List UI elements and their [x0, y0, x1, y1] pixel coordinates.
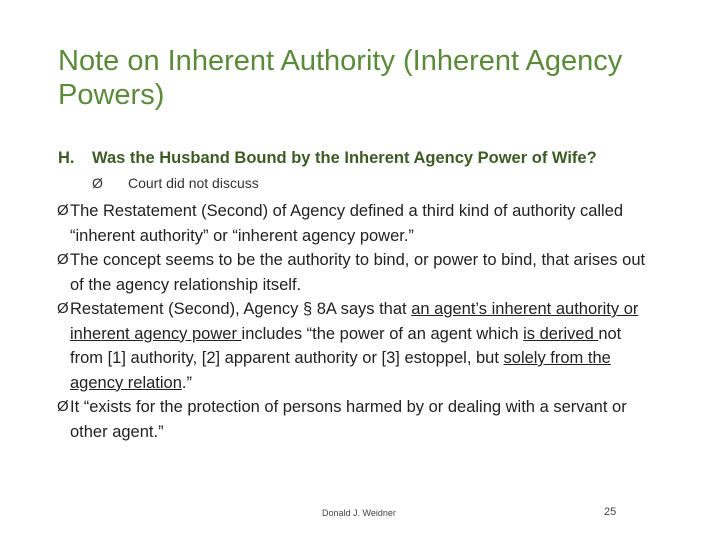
bullet-text-segment: includes “the power of an agent which	[241, 324, 524, 343]
bullet-list	[57, 199, 657, 444]
bullet-text-underlined: solely from the agency relation	[70, 349, 611, 392]
arrow-bullet-icon: Ø	[92, 175, 103, 191]
bullet-text-underlined: is derived	[523, 324, 599, 343]
page-number: 25	[604, 506, 617, 518]
sub-bullet-text: Court did not discuss	[128, 175, 259, 191]
bullet-text-segment: Restatement (Second), Agency § 8A says that	[70, 300, 412, 318]
bullet-text: The Restatement (Second) of Agency defined a third kind of authority called “inherent authority” or “inherent agency power.”	[70, 202, 624, 245]
sub-bullet	[92, 173, 259, 193]
bullet-text: The concept seems to be the authority to bind, or power to bind, that arises out of the agency relationship itself.	[70, 251, 646, 294]
arrow-bullet-icon: Ø	[57, 202, 69, 219]
section-number: H.	[58, 149, 75, 167]
section-heading-text: Was the Husband Bound by the Inherent Agency Power of Wife?	[92, 149, 597, 167]
footer-author: Donald J. Weidner	[322, 508, 396, 518]
bullet-item	[57, 395, 657, 444]
bullet-text-underlined: an agent’s inherent authority or inherent agency power	[70, 300, 639, 343]
arrow-bullet-icon: Ø	[57, 398, 69, 415]
bullet-item	[57, 199, 657, 248]
arrow-bullet-icon: Ø	[57, 251, 69, 268]
slide-title: Note on Inherent Authority (Inherent Agency Powers)	[58, 45, 623, 111]
section-heading	[58, 147, 678, 169]
bullet-item	[57, 297, 657, 395]
bullet-item	[57, 248, 657, 297]
arrow-bullet-icon: Ø	[57, 300, 69, 317]
bullet-text-segment: .”	[181, 373, 193, 392]
bullet-text-segment: not from [1] authority, [2] apparent authority or [3] estoppel, but	[70, 324, 622, 367]
bullet-text: It “exists for the protection of persons harmed by or dealing with a servant or other agent.”	[70, 398, 627, 441]
